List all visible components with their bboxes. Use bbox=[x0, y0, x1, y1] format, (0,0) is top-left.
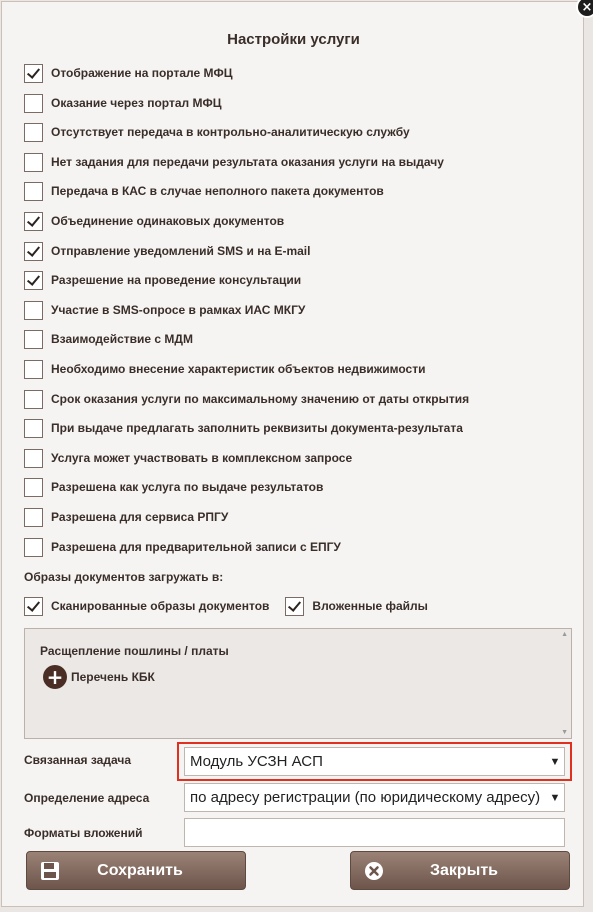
option-row[interactable] bbox=[24, 478, 469, 508]
option-row[interactable] bbox=[24, 271, 469, 301]
save-button-label: Сохранить bbox=[97, 861, 183, 879]
address-value: по адресу регистрации (по юридическому адресу) bbox=[190, 789, 541, 806]
checkbox[interactable] bbox=[24, 597, 43, 616]
doc-images-label: Образы документов загружать в: bbox=[24, 570, 224, 584]
option-label: Сканированные образы документов bbox=[51, 599, 270, 613]
close-button[interactable] bbox=[350, 851, 570, 890]
option-row[interactable] bbox=[24, 301, 469, 331]
checkbox[interactable] bbox=[24, 301, 43, 320]
formats-label: Форматы вложений bbox=[24, 826, 143, 840]
option-label: Объединение одинаковых документов bbox=[51, 213, 285, 228]
option-row[interactable] bbox=[24, 182, 469, 212]
plus-circle-icon: + bbox=[43, 665, 67, 689]
checkbox[interactable] bbox=[24, 449, 43, 468]
checkbox[interactable] bbox=[24, 508, 43, 527]
option-row[interactable] bbox=[24, 360, 469, 390]
option-label: Отображение на портале МФЦ bbox=[51, 66, 233, 80]
option-row[interactable] bbox=[24, 508, 469, 538]
option-label: Срок оказания услуги по максимальному значению от даты открытия bbox=[51, 391, 470, 406]
chevron-down-icon: ▼ bbox=[549, 755, 561, 768]
option-label: Отсутствует передача в контрольно-аналитическую службу bbox=[51, 125, 410, 140]
option-label: Разрешение на проведение консультации bbox=[51, 273, 302, 288]
fee-split-panel bbox=[24, 628, 572, 739]
checkbox[interactable] bbox=[24, 94, 43, 113]
option-label: Взаимодействие с МДМ bbox=[51, 332, 193, 347]
save-button[interactable] bbox=[26, 851, 246, 890]
option-label: Вложенные файлы bbox=[312, 599, 428, 613]
dialog-title: Настройки услуги bbox=[227, 31, 360, 48]
close-button-label: Закрыть bbox=[429, 861, 499, 879]
checkbox[interactable] bbox=[24, 123, 43, 142]
option-label: Разрешена для сервиса РПГУ bbox=[51, 509, 229, 524]
option-label: Передача в КАС в случае неполного пакета документов bbox=[51, 184, 384, 199]
option-row[interactable] bbox=[24, 242, 469, 272]
close-icon[interactable]: × bbox=[576, 0, 593, 18]
option-label: Разрешена как услуга по выдаче результатов bbox=[51, 480, 324, 495]
option-row[interactable] bbox=[24, 538, 469, 568]
option-scanned-images[interactable] bbox=[24, 597, 269, 627]
option-label: Услуга может участвовать в комплексном запросе bbox=[51, 450, 353, 465]
option-row[interactable] bbox=[24, 94, 469, 124]
checkbox[interactable] bbox=[24, 153, 43, 172]
checkbox[interactable] bbox=[24, 242, 43, 261]
option-row[interactable] bbox=[24, 390, 469, 420]
checkbox[interactable] bbox=[24, 182, 43, 201]
kbk-list-label: Перечень КБК bbox=[71, 670, 155, 684]
checkbox[interactable] bbox=[24, 538, 43, 557]
checkbox[interactable] bbox=[285, 597, 304, 616]
formats-input[interactable] bbox=[184, 818, 565, 847]
linked-task-value: Модуль УСЗН АСП bbox=[190, 753, 323, 770]
fee-split-title: Расщепление пошлины / платы bbox=[40, 644, 229, 658]
option-label: Участие в SMS-опросе в рамках ИАС МКГУ bbox=[51, 302, 306, 317]
linked-task-label: Связанная задача bbox=[24, 753, 131, 767]
scroll-down-arrow[interactable]: ▼ bbox=[561, 729, 568, 736]
address-label: Определение адреса bbox=[24, 791, 150, 805]
x-circle-icon bbox=[359, 861, 389, 881]
option-row[interactable] bbox=[24, 212, 469, 242]
option-label: Необходимо внесение характеристик объектов недвижимости bbox=[51, 361, 426, 376]
option-label: При выдаче предлагать заполнить реквизиты документа-результата bbox=[51, 421, 463, 436]
option-row[interactable] bbox=[24, 153, 469, 183]
option-row[interactable] bbox=[24, 330, 469, 360]
checkbox[interactable] bbox=[24, 478, 43, 497]
checkbox[interactable] bbox=[24, 360, 43, 379]
option-row[interactable] bbox=[24, 419, 469, 449]
linked-task-select[interactable] bbox=[184, 747, 565, 776]
option-label: Разрешена для предварительной записи с ЕПГУ bbox=[51, 539, 341, 554]
option-attached-files[interactable] bbox=[285, 597, 428, 627]
options-list bbox=[24, 64, 469, 567]
checkbox[interactable] bbox=[24, 64, 43, 83]
option-row[interactable] bbox=[24, 123, 469, 153]
checkbox[interactable] bbox=[24, 419, 43, 438]
floppy-icon bbox=[35, 861, 65, 881]
kbk-list-button[interactable] bbox=[43, 665, 155, 689]
doc-images-options bbox=[24, 597, 444, 627]
option-label: Отправление уведомлений SMS и на E-mail bbox=[51, 243, 311, 258]
option-label: Оказание через портал МФЦ bbox=[51, 95, 222, 110]
checkbox[interactable] bbox=[24, 212, 43, 231]
chevron-down-icon: ▼ bbox=[549, 791, 561, 804]
option-row[interactable] bbox=[24, 449, 469, 479]
service-settings-dialog bbox=[1, 0, 593, 907]
address-select[interactable] bbox=[184, 783, 565, 812]
option-row[interactable] bbox=[24, 64, 469, 94]
scroll-up-arrow[interactable]: ▲ bbox=[561, 631, 568, 638]
option-label: Нет задания для передачи результата оказания услуги на выдачу bbox=[51, 154, 444, 169]
checkbox[interactable] bbox=[24, 330, 43, 349]
checkbox[interactable] bbox=[24, 390, 43, 409]
checkbox[interactable] bbox=[24, 271, 43, 290]
